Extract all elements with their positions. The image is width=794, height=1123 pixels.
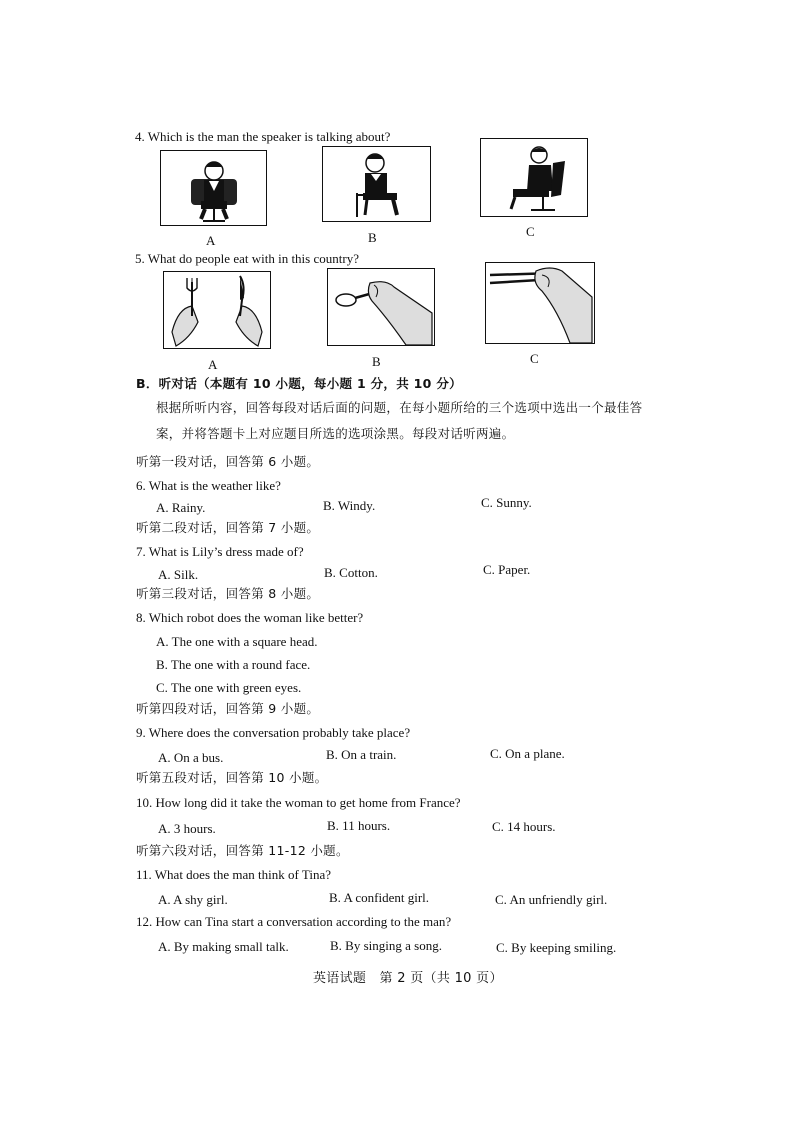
- q4-option-a-label: A: [206, 233, 216, 248]
- q5-option-b-label: B: [372, 354, 381, 369]
- q6-question: 6. What is the weather like?: [136, 478, 281, 493]
- q9-option-b: B. On a train.: [326, 747, 397, 762]
- dialog-3-instruction: 听第三段对话，回答第 8 小题。: [136, 586, 320, 601]
- page-footer: 英语试题 第 2 页（共 10 页）: [313, 971, 503, 986]
- q11-option-a: A. A shy girl.: [158, 892, 228, 907]
- dialog-6-instruction: 听第六段对话，回答第 11-12 小题。: [136, 843, 349, 858]
- q10-question: 10. How long did it take the woman to get home from France?: [136, 795, 461, 810]
- q9-option-a: A. On a bus.: [158, 750, 224, 765]
- q7-option-b: B. Cotton.: [324, 565, 378, 580]
- q8-option-c: C. The one with green eyes.: [156, 680, 302, 695]
- dialog-1-instruction: 听第一段对话，回答第 6 小题。: [136, 454, 320, 469]
- q4-picture-c: [480, 138, 588, 217]
- chopsticks-icon: [486, 263, 594, 343]
- man-sitting-chair-side-icon: [481, 139, 587, 216]
- q8-option-b: B. The one with a round face.: [156, 657, 311, 672]
- q6-option-b: B. Windy.: [323, 498, 376, 513]
- q12-question: 12. How can Tina start a conversation according to the man?: [136, 914, 452, 929]
- q4-option-b-label: B: [368, 230, 377, 245]
- q5-picture-b: [327, 268, 435, 346]
- q5-picture-a: [163, 271, 271, 349]
- dialog-5-instruction: 听第五段对话，回答第 10 小题。: [136, 770, 328, 785]
- q11-option-c: C. An unfriendly girl.: [495, 892, 608, 907]
- dialog-4-instruction: 听第四段对话，回答第 9 小题。: [136, 701, 320, 716]
- q10-option-b: B. 11 hours.: [327, 818, 391, 833]
- q12-option-b: B. By singing a song.: [330, 938, 442, 953]
- q4-picture-b: [322, 146, 431, 222]
- q12-option-a: A. By making small talk.: [158, 939, 289, 954]
- section-b-heading: B．听对话（本题有 10 小题，每小题 1 分，共 10 分）: [136, 376, 462, 391]
- q6-option-a: A. Rainy.: [156, 500, 206, 515]
- q9-question: 9. Where does the conversation probably take place?: [136, 725, 411, 740]
- q8-option-a: A. The one with a square head.: [156, 634, 318, 649]
- q4-option-c-label: C: [526, 224, 535, 239]
- man-sitting-armchair-front-icon: [161, 151, 266, 225]
- section-b-instruction-line1: 根据所听内容，回答每段对话后面的问题，在每小题所给的三个选项中选出一个最佳答: [156, 400, 643, 415]
- q4-picture-a: [160, 150, 267, 226]
- q9-option-c: C. On a plane.: [490, 746, 565, 761]
- q10-option-a: A. 3 hours.: [158, 821, 216, 836]
- fork-and-knife-icon: [164, 272, 270, 348]
- q12-option-c: C. By keeping smiling.: [496, 940, 617, 955]
- q10-option-c: C. 14 hours.: [492, 819, 556, 834]
- q8-question: 8. Which robot does the woman like better?: [136, 610, 364, 625]
- q5-option-c-label: C: [530, 351, 539, 366]
- q4-question: 4. Which is the man the speaker is talking about?: [135, 129, 391, 144]
- q11-question: 11. What does the man think of Tina?: [136, 867, 331, 882]
- q7-question: 7. What is Lily’s dress made of?: [136, 544, 304, 559]
- q6-option-c: C. Sunny.: [481, 495, 532, 510]
- q11-option-b: B. A confident girl.: [329, 890, 430, 905]
- boy-sitting-chair-icon: [323, 147, 430, 221]
- q5-question: 5. What do people eat with in this country?: [135, 251, 359, 266]
- spoon-icon: [328, 269, 434, 345]
- q5-option-a-label: A: [208, 357, 218, 372]
- section-b-instruction-line2: 案，并将答题卡上对应题目所选的选项涂黑。每段对话听两遍。: [156, 426, 515, 441]
- dialog-2-instruction: 听第二段对话，回答第 7 小题。: [136, 520, 320, 535]
- q7-option-c: C. Paper.: [483, 562, 531, 577]
- q7-option-a: A. Silk.: [158, 567, 199, 582]
- q5-picture-c: [485, 262, 595, 344]
